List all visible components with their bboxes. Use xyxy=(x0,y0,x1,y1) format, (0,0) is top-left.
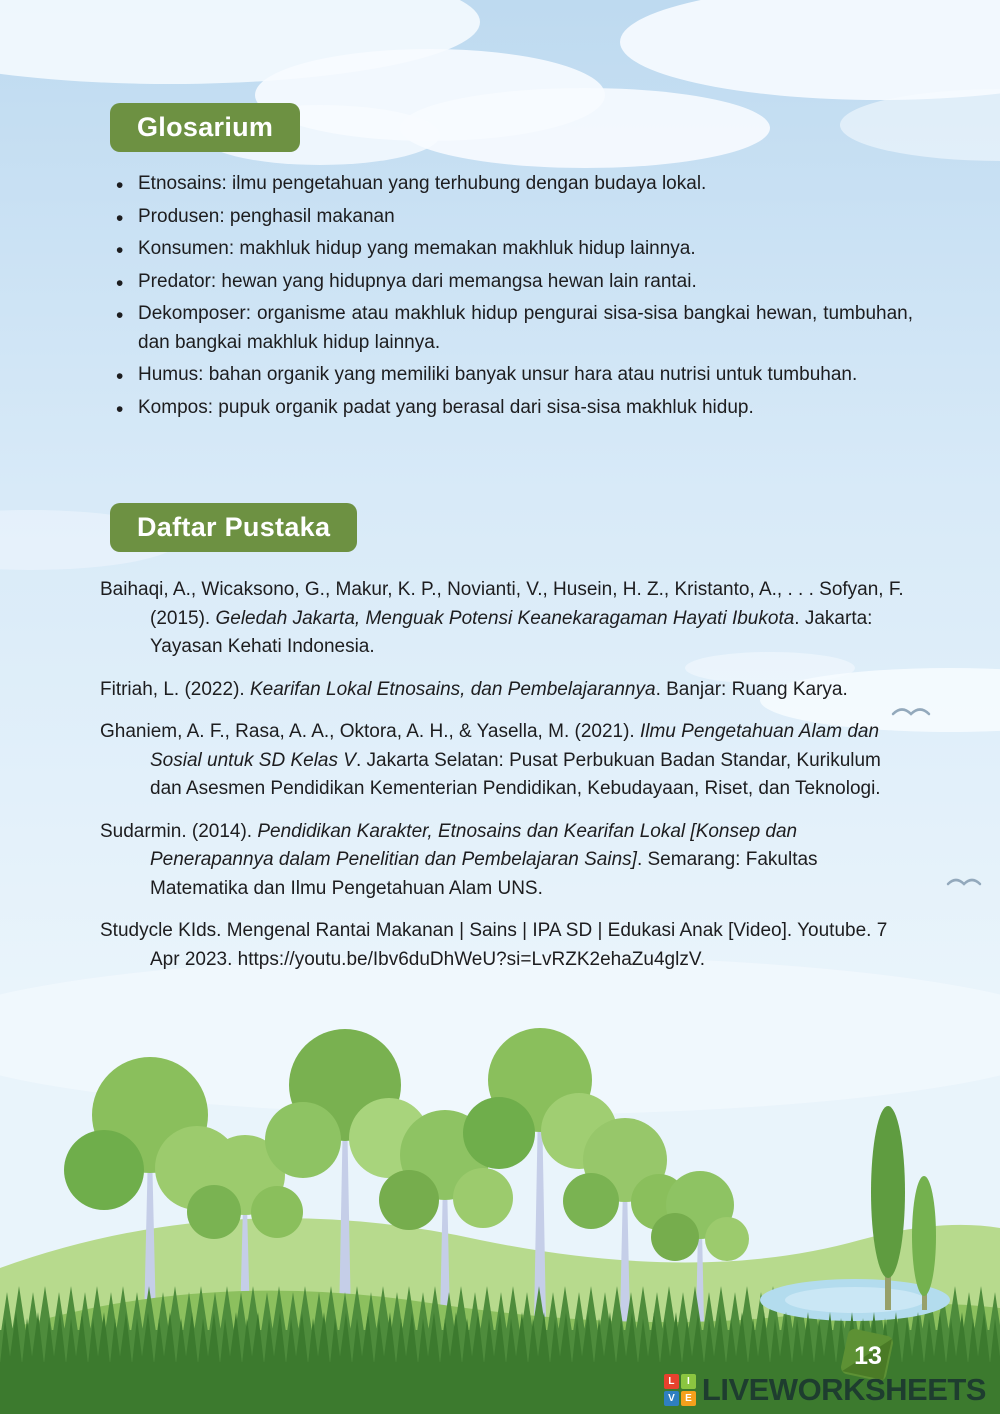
bibliography-text-segment: Sudarmin. (2014). xyxy=(100,820,258,842)
logo-square-l: L xyxy=(664,1374,679,1389)
bibliography-entry xyxy=(100,917,912,974)
liveworksheets-logo-squares xyxy=(664,1374,696,1406)
bibliography-heading: Daftar Pustaka xyxy=(110,503,357,552)
glossary-heading: Glosarium xyxy=(110,103,300,152)
bibliography-text-segment: . Banjar: Ruang Karya. xyxy=(655,678,848,700)
bibliography-title-segment: Pendidikan Karakter, Etnosains dan Kearifan Lokal [Konsep dan Penerapannya dalam Penelitian dan Pembelajaran Sains] xyxy=(150,820,798,870)
glossary-item: • Kompos: pupuk organik padat yang berasal dari sisa-sisa makhluk hidup. xyxy=(113,394,913,423)
bibliography-entry xyxy=(100,718,912,804)
glossary-item: • Produsen: penghasil makanan xyxy=(113,203,913,232)
glossary-list xyxy=(113,170,913,426)
glossary-item: • Humus: bahan organik yang memiliki banyak unsur hara atau nutrisi untuk tumbuhan. xyxy=(113,361,913,390)
bibliography-list xyxy=(100,576,912,988)
bibliography-text-segment: Baihaqi, A., Wicaksono, G., Makur, K. P., Novianti, V., Husein, H. Z., Kristanto, A., . . . Sofyan, F. (2015). xyxy=(100,579,904,629)
bibliography-text-segment: Studycle KIds. Mengenal Rantai Makanan | Sains | IPA SD | Edukasi Anak [Video]. Youtube. 7 Apr 2023. https://youtu.be/Ibv6duDhWeU?si=LvRZK2ehaZu4glzV. xyxy=(100,920,888,970)
bibliography-text-segment: Fitriah, L. (2022). xyxy=(100,678,250,700)
bibliography-text-segment: . Jakarta: Yayasan Kehati Indonesia. xyxy=(150,607,873,657)
bibliography-title-segment: Ilmu Pengetahuan Alam dan Sosial untuk SD Kelas V xyxy=(150,721,880,771)
page-number: 13 xyxy=(854,1342,882,1370)
glossary-item: • Konsumen: makhluk hidup yang memakan makhluk hidup lainnya. xyxy=(113,235,913,264)
bibliography-title-segment: Geledah Jakarta, Menguak Potensi Keanekaragaman Hayati Ibukota xyxy=(215,607,795,629)
bibliography-entry xyxy=(100,818,912,904)
bibliography-entry xyxy=(100,676,912,705)
bibliography-entry xyxy=(100,576,912,662)
logo-square-v: V xyxy=(664,1391,679,1406)
liveworksheets-logo[interactable] xyxy=(664,1372,986,1408)
glossary-item: • Dekomposer: organisme atau makhluk hidup pengurai sisa-sisa bangkai hewan, tumbuhan, dan bangkai makhluk hidup lainnya. xyxy=(113,300,913,357)
logo-square-e: E xyxy=(681,1391,696,1406)
liveworksheets-brand-text: LIVEWORKSHEETS xyxy=(701,1372,986,1407)
bibliography-text-segment: Ghaniem, A. F., Rasa, A. A., Oktora, A. H., & Yasella, M. (2021). xyxy=(100,721,640,742)
bibliography-text-segment: . Jakarta Selatan: Pusat Perbukuan Badan Standar, Kurikulum dan Asesmen Pendidikan Kementerian Pendidikan, Kebudayaan, Riset, dan Teknologi. xyxy=(150,749,881,799)
logo-square-i: I xyxy=(681,1374,696,1389)
glossary-item: • Etnosains: ilmu pengetahuan yang terhubung dengan budaya lokal. xyxy=(113,170,913,199)
glossary-item: • Predator: hewan yang hidupnya dari memangsa hewan lain rantai. xyxy=(113,268,913,297)
bibliography-text-segment: . Semarang: Fakultas Matematika dan Ilmu Pengetahuan Alam UNS. xyxy=(150,849,818,899)
bibliography-title-segment: Kearifan Lokal Etnosains, dan Pembelajarannya xyxy=(249,678,656,700)
